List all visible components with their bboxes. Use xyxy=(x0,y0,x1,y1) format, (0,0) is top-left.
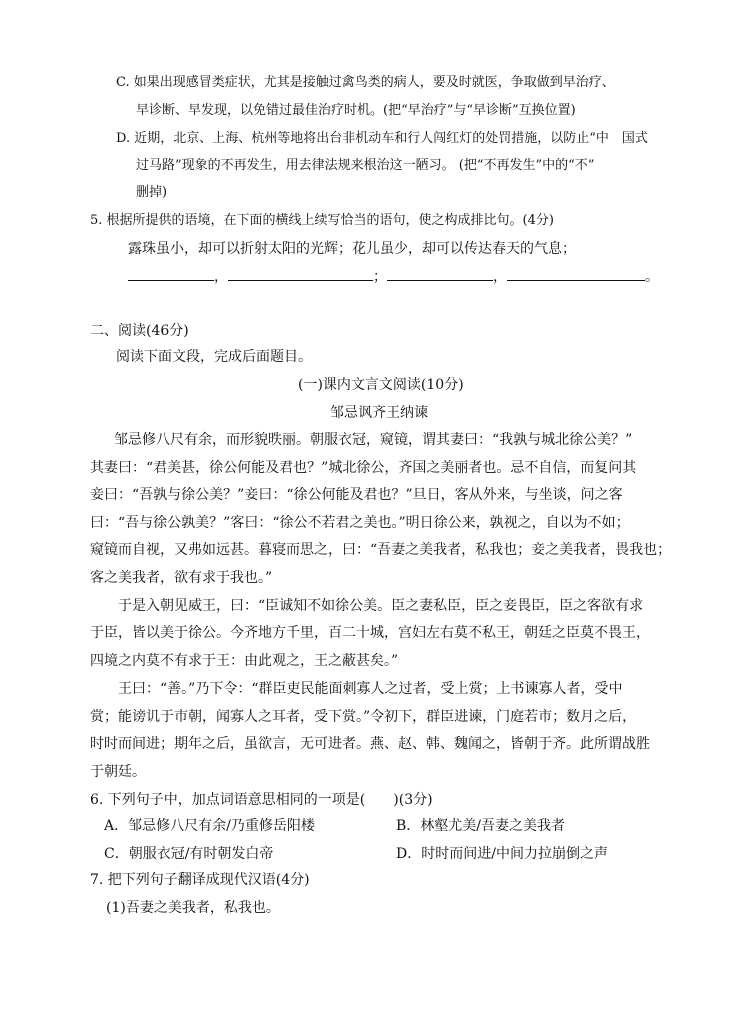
option-d-line-2: 过马路”现象的不再发生，用去律法规来根治这一陋习。 (把“不再发生”中的“不” xyxy=(136,158,595,173)
q6-option-d[interactable]: D．时时而间进/中间力拉崩倒之声 xyxy=(396,846,608,862)
section-heading: 二、阅读(46分) xyxy=(90,323,189,339)
option-d-line-1: D. 近期，北京、上海、杭州等地将出台非机动车和行人闯红灯的处罚措施，以防止“中 国式 xyxy=(116,131,648,146)
answer-blank-3[interactable] xyxy=(387,266,493,281)
q6-option-c[interactable]: C．朝服衣冠/有时朝发白帝 xyxy=(104,846,274,862)
passage-p3-line-1: 王曰：“善。”乃下令：“群臣吏民能面刺寡人之过者，受上赏；上书谏寡人者，受中 xyxy=(118,681,623,697)
passage-p3-line-4: 于朝廷。 xyxy=(90,764,146,780)
q6-option-b[interactable]: B．林壑尤美/吾妻之美我者 xyxy=(396,818,566,834)
q6-option-a[interactable]: A．邹忌修八尺有余/乃重修岳阳楼 xyxy=(104,818,315,834)
passage-p1-line-3: 妾曰：“吾孰与徐公美？”妾曰：“徐公何能及君也？”旦日，客从外来，与坐谈，问之客 xyxy=(90,487,623,503)
answer-separator-2: ； xyxy=(373,269,387,285)
passage-p2-line-2: 于臣，皆以美于徐公。今齐地方千里，百二十城，宫妇左右莫不私王，朝廷之臣莫不畏王， xyxy=(90,625,650,641)
answer-separator-3: ， xyxy=(493,269,507,285)
answer-end: 。 xyxy=(645,269,659,285)
passage-p1-line-4: 曰：“吾与徐公孰美？”客曰：“徐公不若君之美也。”明日徐公来，孰视之，自以为不如； xyxy=(90,515,630,531)
passage-title: 邹忌讽齐王纳谏 xyxy=(330,405,428,421)
sub-section-heading: (一)课内文言文阅读(10分) xyxy=(298,377,464,393)
option-c-line-2: 早诊断、早发现，以免错过最佳治疗时机。(把“早治疗”与“早诊断”互换位置) xyxy=(136,103,576,118)
question-5-answer-row xyxy=(128,266,659,287)
answer-blank-4[interactable] xyxy=(507,266,645,281)
passage-p3-line-3: 时时而间进；期年之后，虽欲言，无可进者。燕、赵、韩、魏闻之，皆朝于齐。此所谓战胜 xyxy=(90,736,650,752)
passage-p1-line-5: 窥镜而自视，又弗如远甚。暮寝而思之，曰：“吾妻之美我者，私我也；妾之美我者，畏我也； xyxy=(90,542,672,558)
option-c-line-1: C. 如果出现感冒类症状，尤其是接触过禽鸟类的病人，要及时就医，争取做到早治疗、 xyxy=(116,75,615,90)
answer-blank-1[interactable] xyxy=(128,266,214,281)
passage-p2-line-1: 于是入朝见威王，曰：“臣诚知不如徐公美。臣之妻私臣，臣之妾畏臣，臣之客欲有求 xyxy=(118,598,644,614)
passage-p1-line-1: 邹忌修八尺有余，而形貌昳丽。朝服衣冠，窥镜，谓其妻曰：“我孰与城北徐公美？” xyxy=(114,432,633,448)
answer-blank-2[interactable] xyxy=(228,266,373,281)
question-5-context: 露珠虽小，却可以折射太阳的光辉；花儿虽少，却可以传达春天的气息； xyxy=(128,241,576,257)
passage-p3-line-2: 赏；能谤讥于市朝，闻寡人之耳者，受下赏。”令初下，群臣进谏，门庭若市；数月之后， xyxy=(90,709,637,725)
passage-p1-line-2: 其妻曰：“君美甚，徐公何能及君也？”城北徐公，齐国之美丽者也。忌不自信，而复问其 xyxy=(90,460,637,476)
question-7-prompt: 7. 把下列句子翻译成现代汉语(4分) xyxy=(90,872,310,888)
question-5-prompt: 5. 根据所提供的语境，在下面的横线上续写恰当的语句，使之构成排比句。(4分) xyxy=(90,213,554,228)
answer-separator-1: ， xyxy=(214,269,228,285)
reading-instruction: 阅读下面文段，完成后面题目。 xyxy=(116,349,312,365)
passage-p2-line-3: 四境之内莫不有求于王：由此观之，王之蔽甚矣。” xyxy=(90,653,399,669)
question-7-item-1: (1)吾妻之美我者，私我也。 xyxy=(106,900,280,916)
question-6-prompt: 6. 下列句子中，加点词语意思相同的一项是( )(3分) xyxy=(90,792,433,808)
passage-p1-line-6: 客之美我者，欲有求于我也。” xyxy=(90,570,273,586)
option-d-line-3: 删掉) xyxy=(136,185,168,200)
